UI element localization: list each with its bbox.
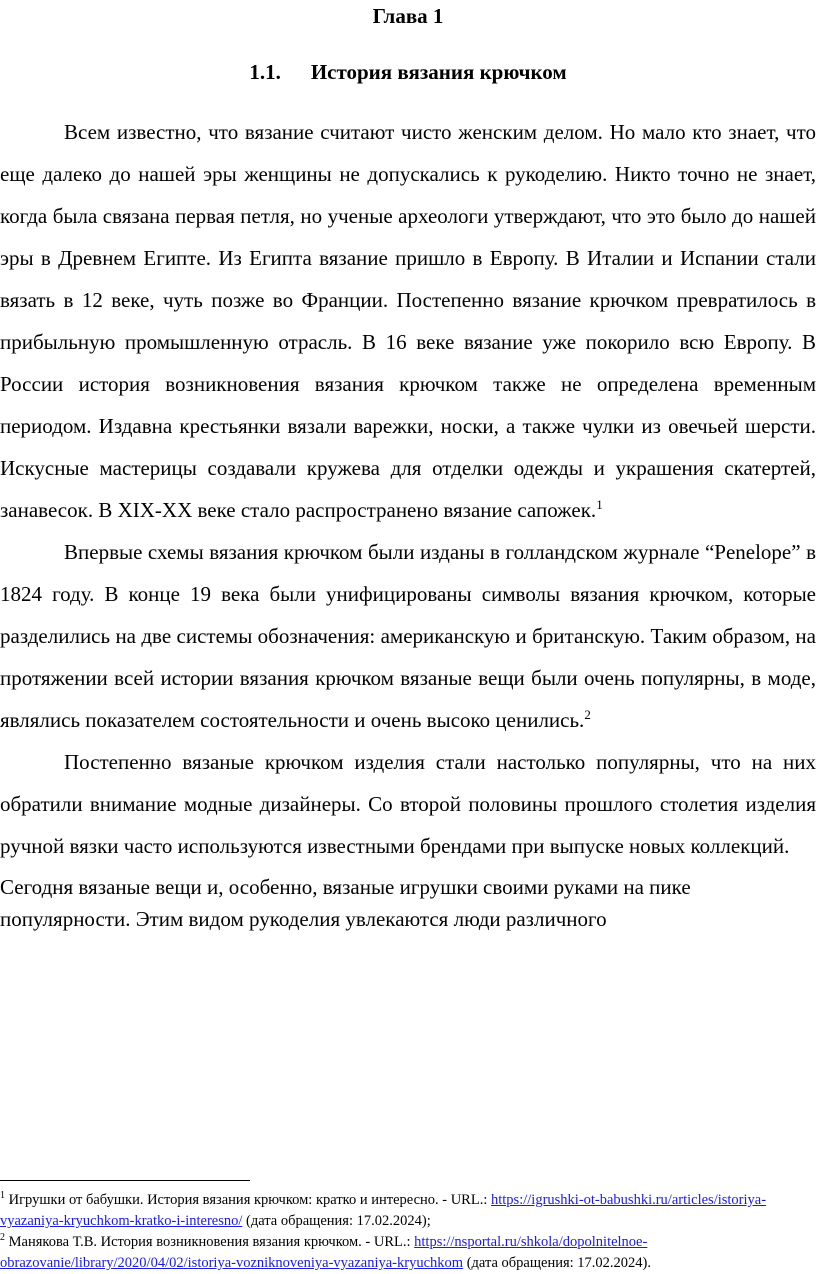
footnote-ref-1[interactable]: 1 — [596, 497, 603, 512]
section-heading — [0, 58, 816, 86]
paragraph-1-text: Всем известно, что вязание считают чисто женским делом. Но мало кто знает, что еще далеко до нашей эры женщины не допускались к рукоделию. Никто точно не знает, когда была связана первая петля, но ученые археологи утверждают, что это было до нашей эры в Древнем Египте. Из Египта вязание пришло в Европу. В Италии и Испании стали вязать в 12 веке, чуть позже во Франции. Постепенно вязание крючком превратилось в прибыльную промышленную отрасль. В 16 веке вязание уже покорило всю Европу. В России история возникновения вязания крючком также не определена временным периодом. Издавна крестьянки вязали варежки, носки, а также чулки из овечьей шерсти. Искусные мастерицы создавали кружева для отделки одежды и украшения скатертей, занавесок. В XIX-XX веке стало распространено вязание сапожек. — [0, 120, 816, 522]
section-number: 1.1. — [249, 60, 281, 84]
paragraph-3 — [0, 741, 816, 867]
footnote-1-text: Игрушки от бабушки. История вязания крючком: кратко и интересно. - URL.: — [5, 1192, 491, 1208]
footnotes — [0, 1190, 816, 1274]
footnote-1-mark: 1 — [0, 1190, 5, 1202]
paragraph-1 — [0, 111, 816, 531]
footnote-2-suffix: (дата обращения: 17.02.2024). — [463, 1255, 651, 1271]
chapter-title: Глава 1 — [372, 4, 444, 28]
footnote-1-suffix: (дата обращения: 17.02.2024); — [242, 1213, 431, 1229]
footnote-ref-2[interactable]: 2 — [584, 707, 591, 722]
paragraph-2 — [0, 531, 816, 741]
footnote-2-mark: 2 — [0, 1232, 5, 1244]
section-title: История вязания крючком — [310, 60, 567, 84]
footnote-1-link[interactable]: https://igrushki-ot-babushki.ru/articles/istoriya-vyazaniya-kryuchkom-kratko-i-interesno/ — [0, 1192, 767, 1229]
footnote-1 — [0, 1190, 816, 1232]
paragraph-4 — [0, 871, 816, 935]
footnote-2-link[interactable]: https://nsportal.ru/shkola/dopolnitelnoe-obrazovanie/library/2020/04/02/istoriya-vozniknoveniya-vyazaniya-kryuchkom — [0, 1234, 648, 1271]
paragraph-2-text: Впервые схемы вязания крючком были изданы в голландском журнале “Penelope” в 1824 году. В конце 19 века были унифицированы символы вязания крючком, которые разделились на две системы обозначения: американскую и британскую. Таким образом, на протяжении всей истории вязания крючком вязаные вещи были очень популярны, в моде, являлись показателем состоятельности и очень высоко ценились. — [0, 540, 816, 732]
body-text — [0, 111, 816, 935]
footnote-2 — [0, 1232, 816, 1274]
footnote-separator — [0, 1180, 250, 1181]
footnote-2-text: Манякова Т.В. История возникновения вязания крючком. - URL.: — [5, 1234, 415, 1250]
paragraph-3-text: Постепенно вязаные крючком изделия стали настолько популярны, что на них обратили внимание модные дизайнеры. Со второй половины прошлого столетия изделия ручной вязки часто используются известными брендами при выпуске новых коллекций. — [0, 750, 816, 858]
paragraph-4-text: Сегодня вязаные вещи и, особенно, вязаные игрушки своими руками на пике популярности. Этим видом рукоделия увлекаются люди различного — [0, 875, 691, 931]
